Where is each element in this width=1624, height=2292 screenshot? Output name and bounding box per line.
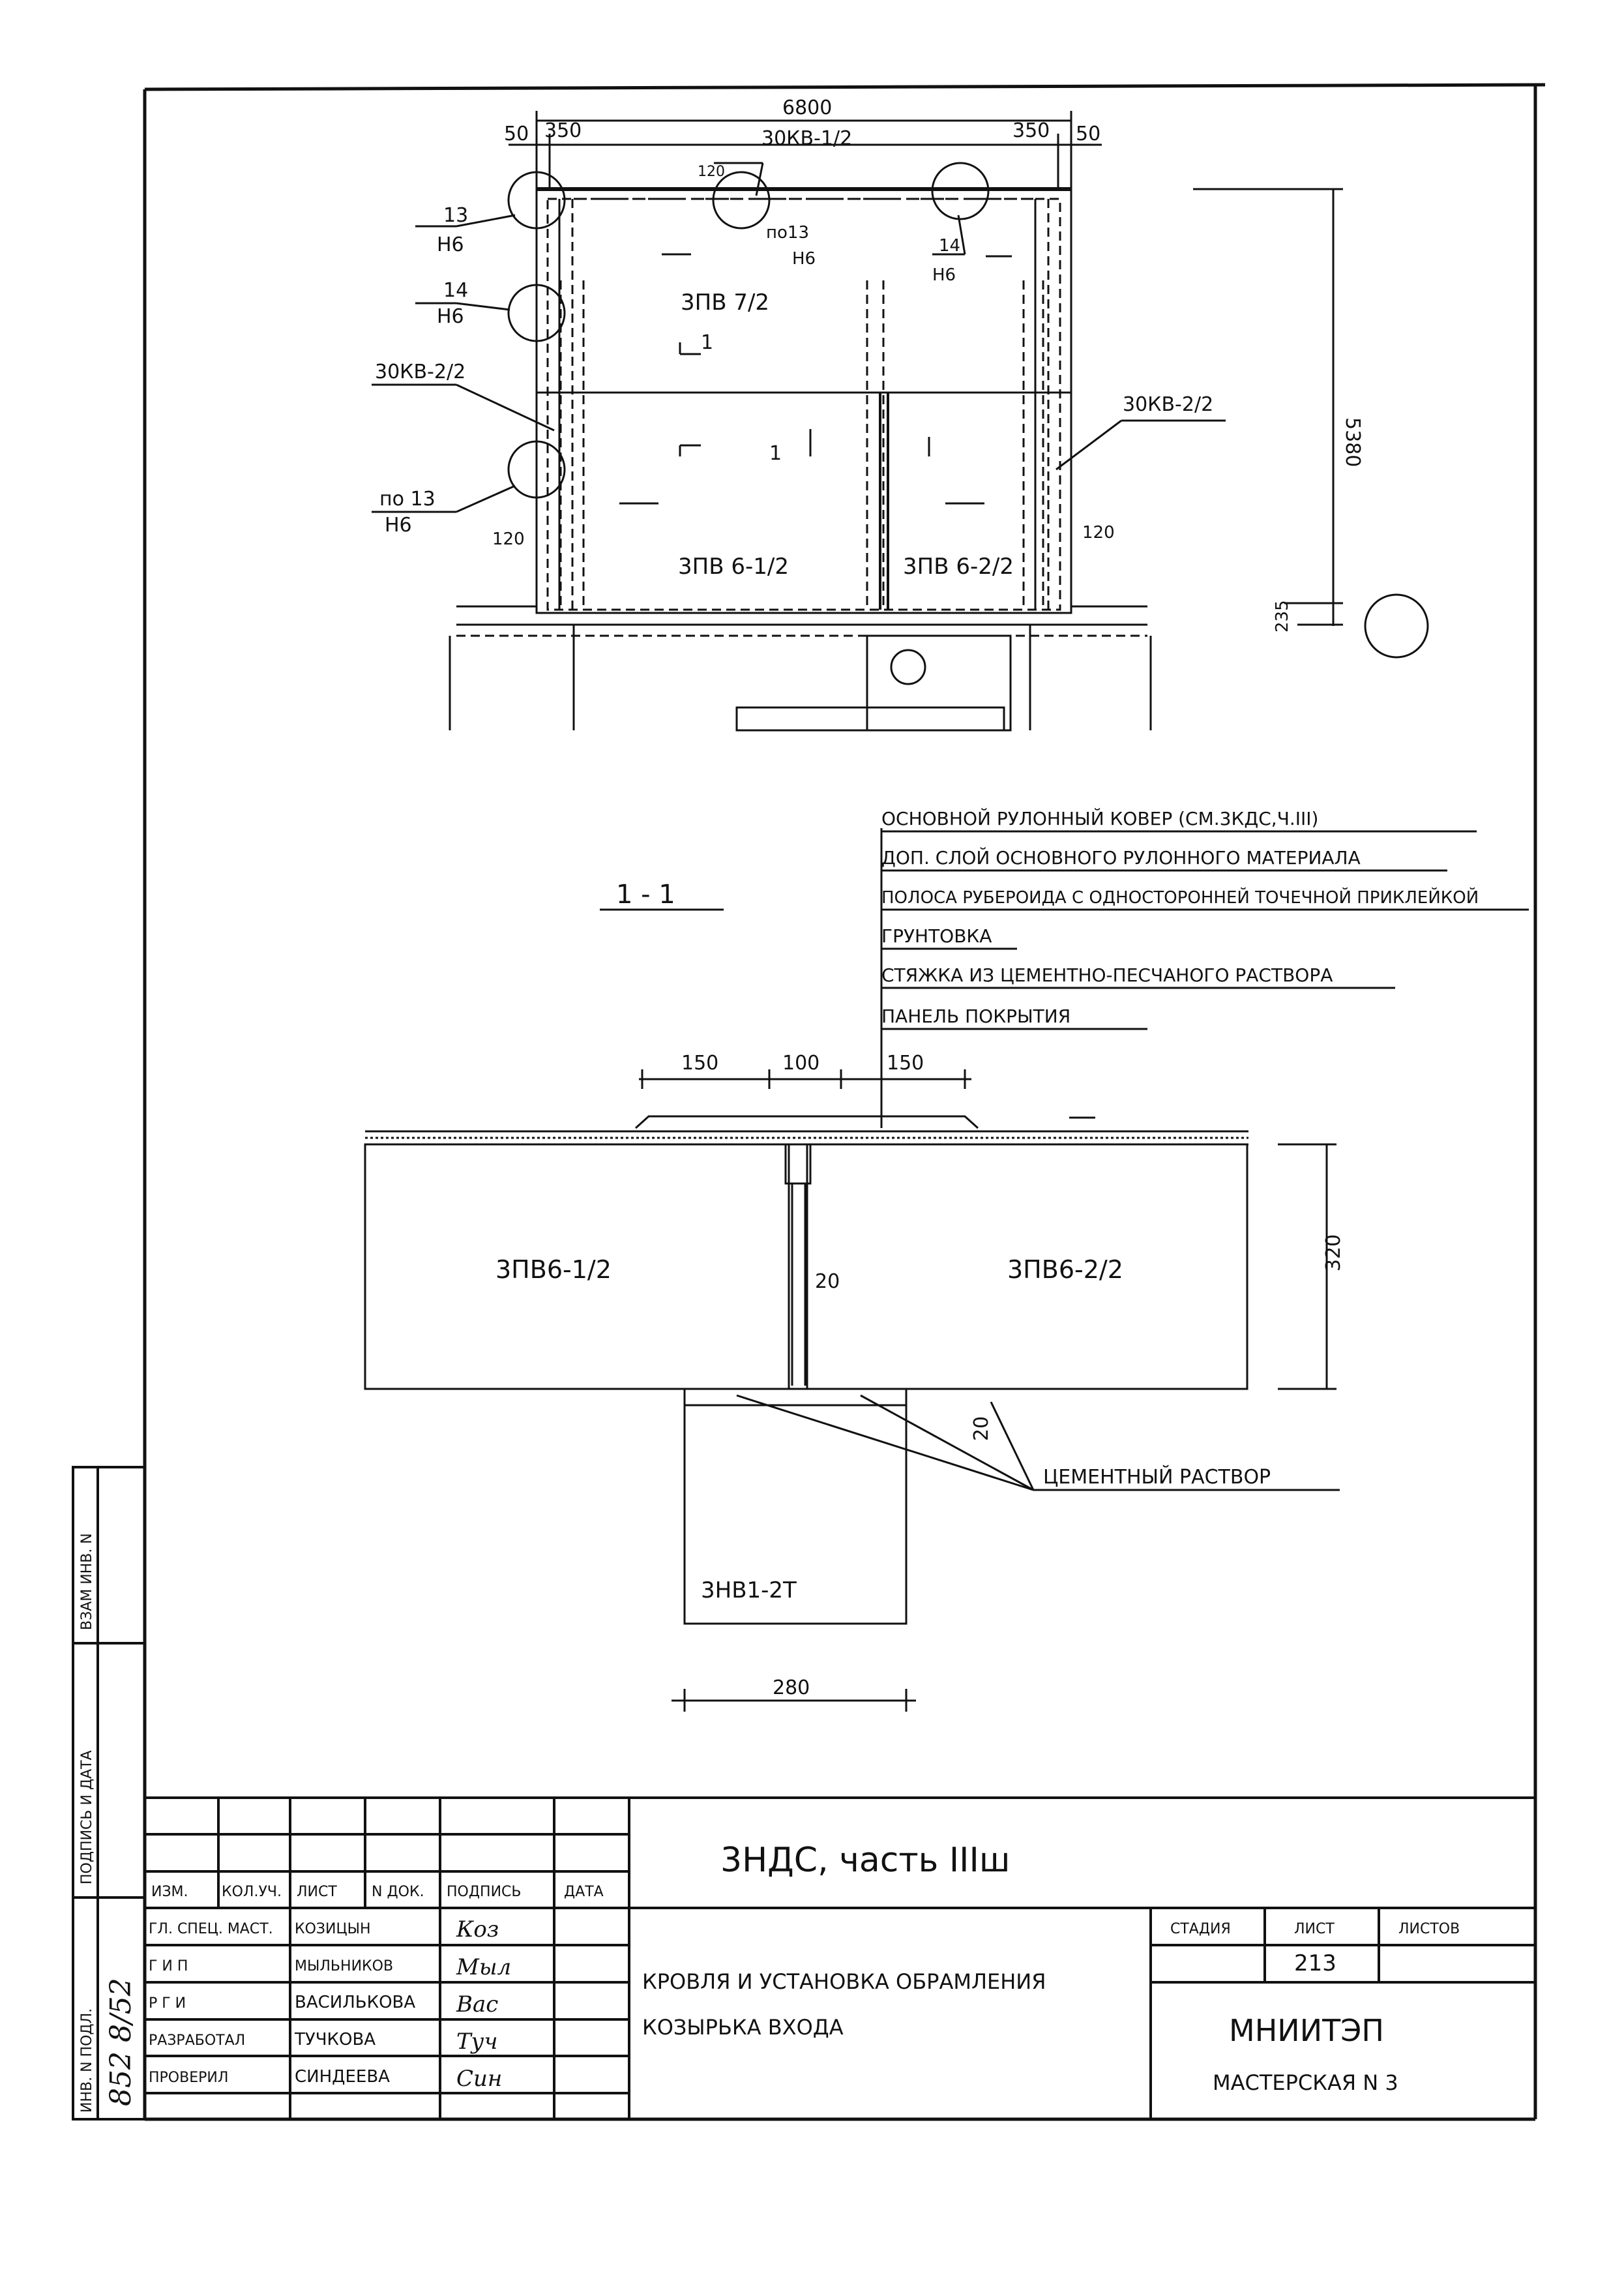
section-beam-width: 280: [773, 1676, 810, 1699]
plan-dim-120-left: 120: [492, 529, 525, 549]
plan-dim-height: 5380: [1341, 417, 1364, 468]
name-4: ТУЧКОВА: [295, 2030, 376, 2049]
plan-callout-po13-top-den: Н6: [792, 249, 816, 269]
plan-section-mark-mid: 1: [769, 442, 782, 465]
section-dim-100: 100: [782, 1052, 820, 1075]
plan-dim-235: 235: [1273, 600, 1292, 633]
plan-dim-right-350: 350: [1012, 119, 1050, 142]
name-3: ВАСИЛЬКОВА: [295, 1993, 416, 2012]
sheet-title-line-1: КРОВЛЯ И УСТАНОВКА ОБРАМЛЕНИЯ: [642, 1969, 1046, 1994]
plan-view: [372, 111, 1428, 730]
section-layer-1: ОСНОВНОЙ РУЛОННЫЙ КОВЕР (СМ.3КДС,Ч.III): [881, 808, 1319, 829]
sheet-value: 213: [1294, 1950, 1336, 1976]
role-2: Г И П: [149, 1958, 188, 1974]
plan-callout-po13-top-num: по13: [766, 223, 809, 243]
side-inv-number: 852 8/52: [104, 1978, 138, 2106]
plan-callout-14-top-num: 14: [939, 236, 961, 256]
section-dim-150-right: 150: [887, 1052, 924, 1075]
header-n-dok: N ДОК.: [372, 1884, 424, 1900]
section-height: 320: [1322, 1234, 1345, 1272]
side-stamp-labels: [79, 1533, 138, 2113]
project-title: 3НДС, часть IIIш: [720, 1841, 1011, 1880]
role-3: Р Г И: [149, 1995, 186, 2012]
sign-5: Син: [456, 2066, 503, 2092]
sign-1: Коз: [456, 1916, 499, 1942]
section-title: 1 - 1: [616, 880, 675, 910]
role-4: РАЗРАБОТАЛ: [149, 2032, 246, 2049]
section-dim-150-left: 150: [681, 1052, 719, 1075]
plan-callout-13-den: Н6: [437, 233, 464, 256]
role-1: ГЛ. СПЕЦ. МАСТ.: [149, 1921, 273, 1937]
plan-label-top-30kb: 30КВ-1/2: [761, 127, 853, 150]
plan-section-mark: 1: [701, 331, 714, 354]
plan-labels: [375, 97, 1364, 633]
section-layer-3: ПОЛОСА РУБЕРОИДА С ОДНОСТОРОННЕЙ ТОЧЕЧНОЙ ПРИКЛЕЙКОЙ: [881, 888, 1479, 908]
plan-label-right-30kb: 30КВ-2/2: [1123, 393, 1214, 416]
plan-panel-top: 3ПВ 7/2: [681, 290, 770, 316]
plan-callout-13-num: 13: [443, 204, 469, 227]
plan-panel-right: 3ПВ 6-2/2: [903, 554, 1014, 580]
name-5: СИНДЕЕВА: [295, 2067, 390, 2087]
side-vzam: ВЗАМ ИНВ. N: [79, 1533, 95, 1630]
plan-dim-left-350: 350: [544, 119, 582, 142]
section-cement-label: ЦЕМЕНТНЫЙ РАСТВОР: [1043, 1466, 1271, 1489]
plan-dim-120-top: 120: [698, 164, 725, 180]
section-panel-left: 3ПВ6-1/2: [495, 1255, 612, 1284]
workshop-name: МАСТЕРСКАЯ N 3: [1213, 2070, 1398, 2095]
header-izm: ИЗМ.: [151, 1884, 188, 1900]
plan-dim-total: 6800: [782, 97, 833, 119]
header-kol-uch: КОЛ.УЧ.: [222, 1884, 282, 1900]
section-labels: [495, 807, 1479, 1699]
section-layer-2: ДОП. СЛОЙ ОСНОВНОГО РУЛОННОГО МАТЕРИАЛА: [881, 847, 1361, 869]
name-2: МЫЛЬНИКОВ: [295, 1958, 394, 1974]
plan-callout-14-den: Н6: [437, 305, 464, 328]
plan-callout-14-num: 14: [443, 279, 469, 302]
header-podpis: ПОДПИСЬ: [447, 1884, 522, 1900]
sheet-label: ЛИСТ: [1294, 1921, 1335, 1937]
name-1: КОЗИЦЫН: [295, 1921, 371, 1937]
section-layer-4: ГРУНТОВКА: [881, 925, 992, 947]
sign-2: Мыл: [456, 1954, 512, 1980]
plan-panel-left: 3ПВ 6-1/2: [678, 554, 789, 580]
plan-callout-14-top-den: Н6: [932, 265, 956, 285]
plan-label-left-30kb: 30КВ-2/2: [375, 361, 466, 383]
plan-dim-120-right: 120: [1082, 523, 1115, 543]
plan-dim-right-50: 50: [1076, 123, 1101, 145]
section-layer-5: СТЯЖКА ИЗ ЦЕМЕНТНО-ПЕСЧАНОГО РАСТВОРА: [881, 964, 1333, 986]
stage-label: СТАДИЯ: [1170, 1921, 1231, 1937]
role-5: ПРОВЕРИЛ: [149, 2070, 229, 2086]
plan-callout-po13-den: Н6: [385, 514, 412, 537]
section-gap: 20: [815, 1270, 840, 1293]
section-layer-6: ПАНЕЛЬ ПОКРЫТИЯ: [881, 1005, 1071, 1027]
sheet-frame: [145, 85, 1545, 2119]
section-gap-bottom: 20: [970, 1416, 993, 1441]
plan-dim-left-50: 50: [504, 123, 529, 145]
plan-callout-po13-num: по 13: [379, 488, 436, 511]
sign-3: Вас: [456, 1991, 499, 2017]
sheets-label: ЛИСТОВ: [1398, 1921, 1460, 1937]
sheet-title-line-2: КОЗЫРЬКА ВХОДА: [642, 2015, 844, 2040]
section-beam: 3НВ1-2Т: [701, 1577, 797, 1603]
side-inv-podl: ИНВ. N ПОДЛ.: [79, 2008, 95, 2113]
header-list: ЛИСТ: [297, 1884, 337, 1900]
header-data: ДАТА: [564, 1884, 604, 1900]
section-panel-right: 3ПВ6-2/2: [1007, 1255, 1123, 1284]
org-name: МНИИТЭП: [1229, 2013, 1384, 2048]
sign-4: Туч: [456, 2029, 498, 2055]
side-podpis-data: ПОДПИСЬ И ДАТА: [79, 1750, 95, 1884]
